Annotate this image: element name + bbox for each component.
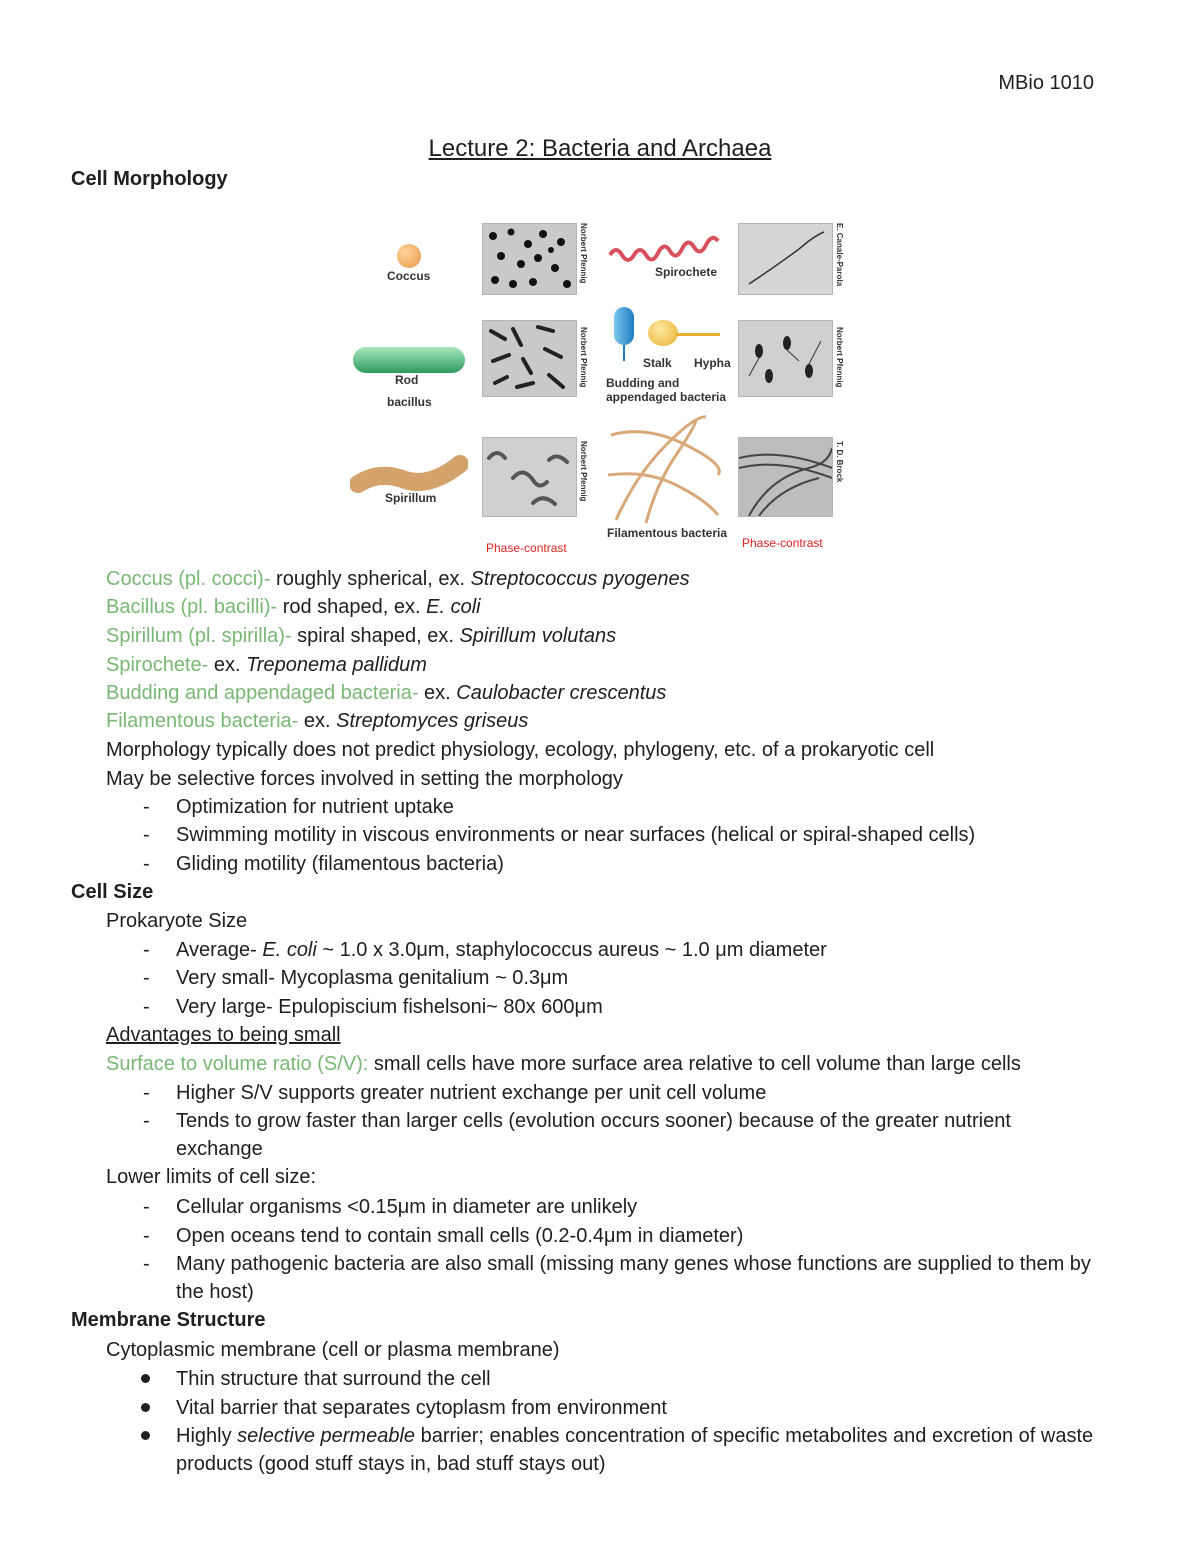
spirochete-photo	[738, 223, 833, 295]
coccus-label: Coccus	[387, 269, 431, 283]
dash-icon: -	[143, 1225, 150, 1247]
dash-icon: -	[143, 967, 150, 989]
budding-micrograph-icon	[739, 321, 832, 396]
limit-point-1: Cellular organisms <0.15μm in diameter are unlikely	[176, 1196, 638, 1218]
sv-point-2: Tends to grow faster than larger cells (evolution occurs sooner) because of the greater nutrient exchange	[176, 1110, 1011, 1160]
coccus-micrograph-icon	[483, 224, 576, 294]
dash-icon: -	[143, 996, 150, 1018]
spirillum-micrograph-icon	[483, 438, 576, 516]
spirochete-label: Spirochete	[655, 265, 718, 279]
budding-label-line2: appendaged bacteria	[606, 390, 727, 404]
lecture-title: Lecture 2: Bacteria and Archaea	[428, 135, 772, 162]
coccus-drawing	[397, 244, 421, 268]
membrane-point-2: Vital barrier that separates cytoplasm from environment	[176, 1397, 667, 1419]
hypha-drawing	[676, 333, 720, 336]
budding-label-line1: Budding and	[606, 376, 680, 390]
morphology-bacillus-line: Bacillus (pl. bacilli)- rod shaped, ex. E. coli	[106, 596, 481, 618]
spirochete-drawing-icon	[608, 235, 723, 265]
filamentous-micrograph-icon	[739, 438, 832, 516]
filamentous-label: Filamentous bacteria	[607, 526, 728, 540]
morphology-filamentous-line: Filamentous bacteria- ex. Streptomyces griseus	[106, 710, 529, 732]
heading-cell-size: Cell Size	[71, 881, 154, 903]
rod-label: Rod	[395, 373, 419, 387]
membrane-point-3: Highly selective permeable barrier; enables concentration of specific metabolites and excretion of waste products (good stuff stays in, bad stuff stays out)	[176, 1425, 1094, 1475]
lower-limits-subheading: Lower limits of cell size:	[106, 1166, 317, 1188]
force-item-2: Swimming motility in viscous environments or near surfaces (helical or spiral-shaped cells)	[176, 824, 976, 846]
rod-photo	[482, 320, 577, 397]
spirillum-label: Spirillum	[385, 491, 437, 505]
credit-pfennig-3: Norbert Pfennig	[835, 327, 844, 388]
morphology-note-1: Morphology typically does not predict physiology, ecology, phylogeny, etc. of a prokaryotic cell	[106, 739, 935, 761]
filamentous-drawing-icon	[606, 415, 721, 525]
bullet-icon	[141, 1374, 150, 1383]
credit-brock: T. D. Brock	[835, 441, 844, 483]
credit-pfennig-2: Norbert Pfennig	[579, 327, 588, 388]
filamentous-photo	[738, 437, 833, 517]
morphology-figure	[350, 215, 850, 560]
budding-photo	[738, 320, 833, 397]
membrane-point-1: Thin structure that surround the cell	[176, 1368, 491, 1390]
limit-point-3: Many pathogenic bacteria are also small (missing many genes whose functions are supplied to them by the host)	[176, 1253, 1091, 1303]
size-average: Average- E. coli ~ 1.0 x 3.0μm, staphylococcus aureus ~ 1.0 μm diameter	[176, 939, 827, 961]
morphology-coccus-line: Coccus (pl. cocci)- roughly spherical, ex. Streptococcus pyogenes	[106, 568, 690, 590]
dash-icon: -	[143, 939, 150, 961]
stalk-drawing	[623, 345, 625, 361]
limit-point-2: Open oceans tend to contain small cells (0.2-0.4μm in diameter)	[176, 1225, 744, 1247]
size-very-large: Very large- Epulopiscium fishelsoni~ 80x 600μm	[176, 996, 603, 1018]
hypha-label: Hypha	[694, 356, 731, 370]
sv-point-1: Higher S/V supports greater nutrient exchange per unit cell volume	[176, 1082, 767, 1104]
dash-icon: -	[143, 1110, 150, 1132]
bacillus-label: bacillus	[387, 395, 432, 409]
phase-contrast-label-2: Phase-contrast	[742, 536, 823, 550]
advantages-subheading: Advantages to being small	[106, 1024, 341, 1046]
credit-pfennig-1: Norbert Pfennig	[579, 223, 588, 284]
credit-pfennig-4: Norbert Pfennig	[579, 441, 588, 502]
morphology-spirochete-line: Spirochete- ex. Treponema pallidum	[106, 654, 427, 676]
heading-membrane-structure: Membrane Structure	[71, 1309, 266, 1331]
membrane-subheading: Cytoplasmic membrane (cell or plasma membrane)	[106, 1339, 560, 1361]
dash-icon: -	[143, 824, 150, 846]
dash-icon: -	[143, 1253, 150, 1275]
bullet-icon	[141, 1403, 150, 1412]
dash-icon: -	[143, 1082, 150, 1104]
dash-icon: -	[143, 796, 150, 818]
credit-canale-parola: E. Canale-Parola	[835, 223, 844, 287]
rod-drawing	[353, 347, 465, 373]
phase-contrast-label-1: Phase-contrast	[486, 541, 567, 555]
size-very-small: Very small- Mycoplasma genitalium ~ 0.3μm	[176, 967, 569, 989]
prokaryote-size-subheading: Prokaryote Size	[106, 910, 248, 932]
course-header: MBio 1010	[998, 72, 1094, 94]
stalk-label: Stalk	[643, 356, 672, 370]
sv-ratio-line: Surface to volume ratio (S/V): small cells have more surface area relative to cell volume than large cells	[106, 1053, 1021, 1075]
morphology-budding-line: Budding and appendaged bacteria- ex. Caulobacter crescentus	[106, 682, 667, 704]
heading-cell-morphology: Cell Morphology	[71, 168, 228, 190]
dash-icon: -	[143, 1196, 150, 1218]
budding-cell-drawing	[614, 307, 634, 345]
rod-micrograph-icon	[483, 321, 576, 396]
spirochete-micrograph-icon	[739, 224, 832, 294]
morphology-spirillum-line: Spirillum (pl. spirilla)- spiral shaped, ex. Spirillum volutans	[106, 625, 617, 647]
spirillum-photo	[482, 437, 577, 517]
bullet-icon	[141, 1431, 150, 1440]
coccus-photo	[482, 223, 577, 295]
dash-icon: -	[143, 853, 150, 875]
hypha-cell-drawing	[648, 320, 678, 346]
force-item-1: Optimization for nutrient uptake	[176, 796, 454, 818]
force-item-3: Gliding motility (filamentous bacteria)	[176, 853, 504, 875]
morphology-note-2: May be selective forces involved in setting the morphology	[106, 768, 623, 790]
